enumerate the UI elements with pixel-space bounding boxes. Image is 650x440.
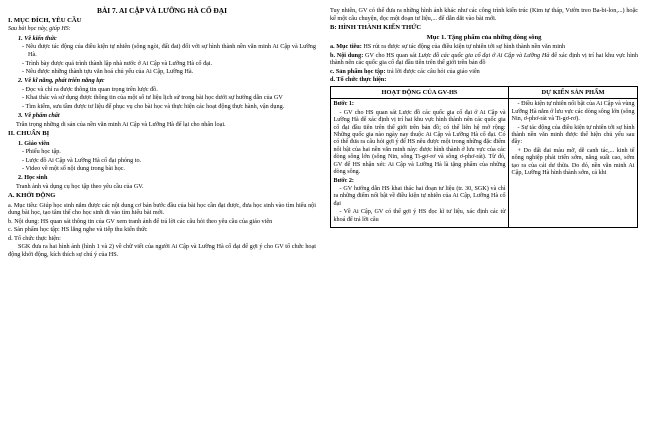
list-item: - Video về một số nội dung trong bài học.: [22, 165, 125, 173]
list-item: - Nêu được tác động của điều kiện tự nhiên (sông ngòi, đất đai) đối với sự hình thành nền văn minh Ai Cập và Lưỡng Hà.: [22, 43, 316, 58]
paragraph-intro: Tuy nhiên, GV có thể đưa ra những hình ảnh khác như các công trình kiến trúc (Kim tự tháp, Vườn treo Ba-bi-lon,...) hoặc kể một câu chuyện, đọc một đoạn tư liệu,... để dẫn dắt vào bài mới.: [330, 7, 638, 22]
text-noi-dung-2: để xác định vị trí hai khu vực hình thành nên các quốc gia cổ đại đầu tiên trên thế giới trên bản đồ: [330, 51, 638, 67]
list-item: - Trình bày được quá trình thành lập nhà nước ở Ai Cập và Lưỡng Hà cổ đại.: [22, 59, 213, 67]
subheading-1-3: 3. Về phẩm chất: [18, 111, 60, 119]
paragraph: Trân trọng những di sản của nền văn minh Ai Cập và Lưỡng Hà để lại cho nhân loại.: [16, 120, 226, 128]
heading-section-b: B: HÌNH THÀNH KIẾN THỨC: [330, 24, 422, 32]
label-noi-dung: b. Nội dung:: [330, 51, 364, 59]
list-item: - Tìm kiếm, sưu tầm được tư liệu để phục vụ cho bài học và thực hiện các hoạt động thực hành, vận dụng.: [22, 102, 285, 110]
paragraph-to-chuc-body: SGK đưa ra hai hình ảnh (hình 1 và 2) về chữ viết của người Ai Cập và Lưỡng Hà cổ đại để gợi ý cho GV tổ chức hoạt động khởi động, kích thích sự chú ý của HS.: [8, 243, 316, 258]
text-noi-dung-1: GV cho HS quan sát: [363, 51, 419, 59]
label-to-chuc: d. Tổ chức thực hiện:: [330, 76, 387, 84]
paragraph-san-pham: c. Sản phẩm học tập: HS lắng nghe và tiếp thu kiến thức: [8, 226, 148, 234]
cell-paragraph: - GV cho HS quan sát Lược đồ các quốc gia cổ đại ở Ai Cập và Lưỡng Hà để xác định vị trí hai khu vực hình thành nên các quốc gia cổ đại đầu tiên trên thế giới trên bản đồ; có thể liên hệ mở rộng: Những quốc gia nào ngày nay thuộc Ai Cập và Lưỡng Hà cổ đại. Có có thể đưa ra câu hỏi gợi ý để HS nêu được một trong những đặc điểm nổi bật của hai nền văn minh này: được hình thành ở lưu vực của các dòng sông lớn (sông Nin, sông Ti-gơ-rơ và sông ơ-phơ-rát). Từ đó, GV để HS nhận xét: Ai Cập và Lưỡng Hà là tặng phẩm của những dòng sông.: [333, 109, 506, 176]
paragraph: Tranh ảnh và dụng cụ học tập theo yêu cầu của GV.: [16, 182, 144, 190]
cell-paragraph: - Sự tác động của điều kiện tự nhiên tới sự hình thành nền văn minh được thể hiện chủ yếu sau đây:: [511, 124, 635, 146]
note-after-heading: Sau bài học này, giúp HS:: [8, 26, 71, 33]
heading-muc-1: Mục 1. Tặng phẩm của những dòng sông: [426, 34, 542, 42]
step-label: Bước 2:: [333, 177, 354, 184]
cell-expected-products: [509, 98, 638, 227]
paragraph-noi-dung: b. Nội dung: HS quan sát thông tin của GV xem tranh ảnh để trả lời các câu hỏi theo yêu cầu của giáo viên: [8, 217, 273, 225]
step-label: Bước 1:: [333, 101, 354, 108]
column-header-san-pham: DỰ KIẾN SẢN PHẨM: [509, 87, 638, 99]
cell-paragraph: - Về Ai Cập, GV có thể gợi ý HS đọc kĩ tư liệu, xác định các từ khoá để trả lời câu: [333, 209, 506, 223]
list-item: - Phiếu học tập.: [22, 148, 61, 156]
list-item: - Nêu được những thành tựu văn hoá chủ yếu của Ai Cập, Lưỡng Hà.: [22, 68, 194, 76]
label-san-pham: c. Sản phẩm học tập:: [330, 67, 386, 75]
list-item: - Lược đồ Ai Cập và Lưỡng Hà cổ đại phóng to.: [22, 156, 142, 164]
paragraph-noi-dung: [330, 52, 638, 67]
cell-paragraph: - Điều kiện tự nhiên nổi bật của Ai Cập và vùng Lưỡng Hà nằm ở lưu vực các dòng sông lớn (sông Nin, ơ-phơ-rát và Ti-gơ-rơ).: [511, 101, 635, 123]
activity-table: [330, 86, 638, 228]
subheading-1-2: 2. Về kĩ năng, phát triển năng lực: [18, 77, 105, 85]
list-item: - Đọc và chỉ ra được thông tin quan trọng trên lược đồ.: [22, 85, 158, 93]
paragraph-san-pham: [330, 68, 638, 76]
paragraph-muc-tieu: a. Mục tiêu: Giúp học sinh nắm được các nội dung cơ bản bước đầu của bài học cần đạt được, đưa học sinh vào tìm hiểu nội dung bài học, tạo tâm thế cho học sinh đi vào tìm hiểu bài mới.: [8, 201, 316, 217]
heading-section-a: A. KHỞI ĐỘNG: [8, 192, 56, 200]
paragraph-to-chuc: d. Tổ chức thực hiện:: [8, 234, 61, 242]
paragraph-to-chuc: [330, 76, 638, 84]
paragraph-muc-tieu: [330, 43, 638, 51]
heading-section-2: II. CHUẨN BỊ: [8, 130, 50, 138]
subheading-2-2: 2. Học sinh: [18, 174, 48, 182]
heading-section-1: I. MỤC ĐÍCH, YÊU CẦU: [8, 17, 82, 25]
list-item: - Khai thác và sử dụng được thông tin của một số tư liệu lịch sử trong bài học dưới sự hướng dẫn của GV: [22, 94, 283, 102]
column-header-gv-hs: HOẠT ĐỘNG CỦA GV-HS: [331, 87, 509, 99]
table-header-row: [331, 87, 638, 99]
cell-paragraph: - GV hướng dẫn HS khai thác hai đoạn tư liệu (tr. 30, SGK) và chỉ ra những điểm nổi bật về điều kiện tự nhiên của Ai Cập, Lưỡng Hà cổ đại: [333, 185, 506, 207]
table-row: [331, 98, 638, 227]
left-column: [8, 6, 318, 436]
label-muc-tieu: a. Mục tiêu:: [330, 43, 362, 51]
cell-paragraph: + Do đất đai màu mỡ, dễ canh tác,... kinh tế nông nghiệp phát triển sớm, năng suất cao, sớm tạo ra của cải dư thừa. Do đó, nền văn minh Ai Cập, Lưỡng Hà hình thành sớm, cả khi: [511, 147, 635, 177]
right-column: [328, 6, 638, 436]
subheading-2-1: 1. Giáo viên: [18, 139, 50, 147]
cell-activities: [331, 98, 509, 227]
subheading-1-1: 1. Về kiến thức: [18, 34, 57, 42]
text-san-pham: trả lời được các câu hỏi của giáo viên: [385, 67, 480, 75]
text-muc-tieu: HS rút ra được sự tác động của điều kiện tự nhiên tới sự hình thành nền văn minh: [361, 43, 566, 51]
page-title: BÀI 7. AI CẬP VÀ LƯỠNG HÀ CỔ ĐẠI: [97, 6, 227, 15]
text-noi-dung-italic: Lược đồ các quốc gia cổ đại ở Ai Cập và Lưỡng Hà: [418, 51, 550, 59]
